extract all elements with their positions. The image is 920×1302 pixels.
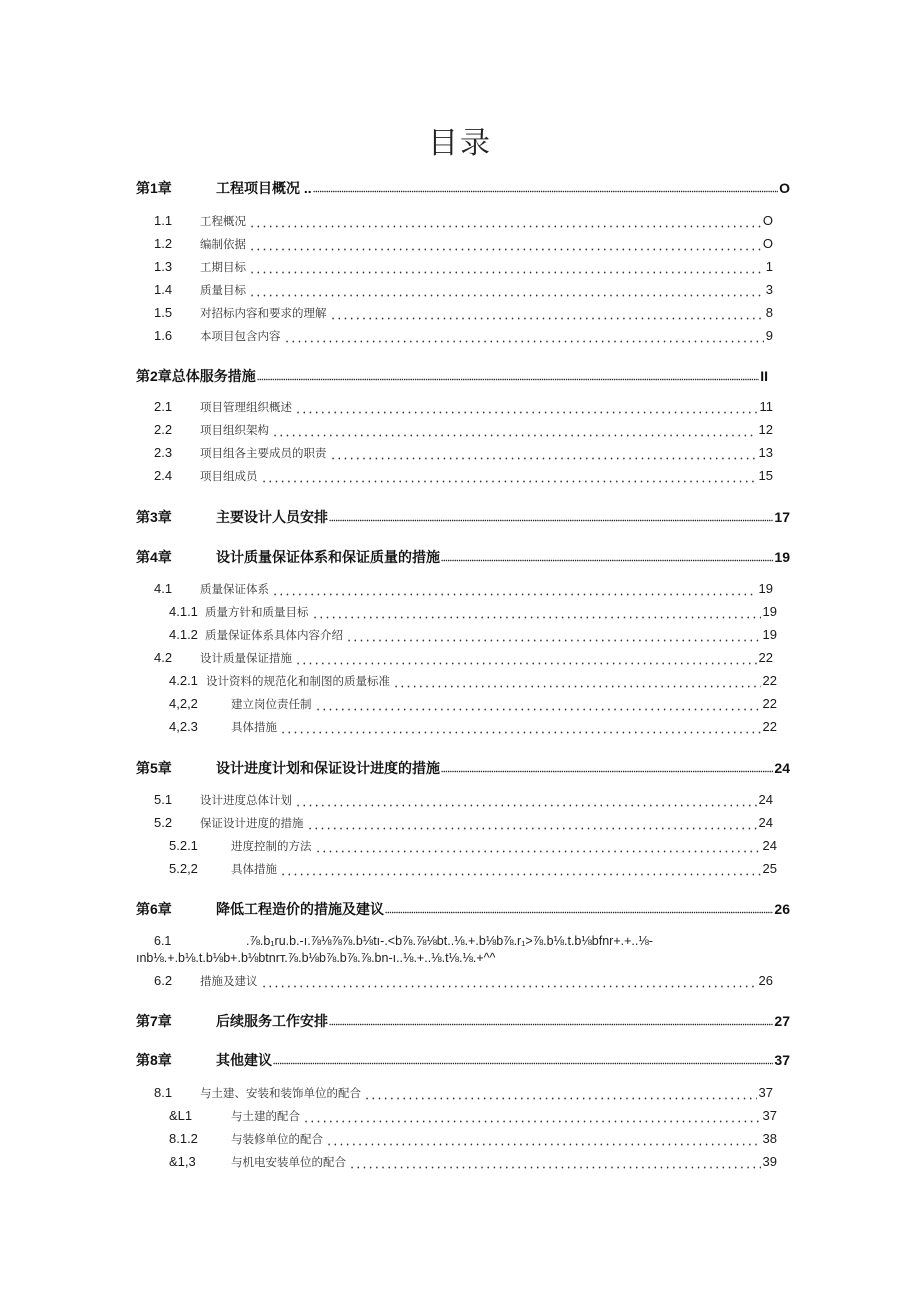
- toc-section-5-1[interactable]: [154, 792, 773, 812]
- dot-leader: [312, 607, 761, 621]
- section-page: 24: [762, 838, 777, 853]
- section-title: 项目组各主要成员的职责: [200, 446, 327, 460]
- dot-leader: [441, 761, 773, 775]
- section-page: 26: [758, 973, 773, 988]
- dot-leader: [330, 308, 764, 322]
- section-title: 项目组织架构: [200, 423, 269, 437]
- dot-leader: [303, 1111, 761, 1125]
- section-title: 与机电安装单位的配合: [231, 1155, 346, 1169]
- section-page: 11: [759, 399, 773, 414]
- chapter-title: 后续服务工作安排: [216, 1013, 328, 1029]
- chapter-label: 第6章: [136, 901, 172, 917]
- chapter-title: 降低工程造价的措施及建议: [216, 901, 384, 917]
- chapter-title: 第2章总体服务措施: [136, 368, 256, 384]
- section-page: 13: [758, 445, 773, 460]
- section-title: 质量保证体系具体内容介绍: [205, 628, 343, 642]
- chapter-label: 第8章: [136, 1052, 172, 1068]
- section-title: 质量保证体系: [200, 582, 269, 596]
- section-number: 1.6: [154, 328, 173, 343]
- dot-leader: [385, 902, 773, 916]
- section-title: 设计进度总体计划: [200, 793, 292, 807]
- dot-leader: [441, 550, 773, 564]
- page-title: 目录: [428, 126, 492, 161]
- dot-leader: [261, 976, 757, 990]
- toc-section-4-2-2[interactable]: [169, 696, 777, 716]
- section-number: 8.1.2: [169, 1131, 198, 1146]
- section-title: 措施及建议: [200, 974, 258, 988]
- section-page: 8: [765, 305, 773, 320]
- toc-section-8-1-1[interactable]: [169, 1108, 777, 1128]
- toc-section-5-2-1[interactable]: [169, 838, 777, 858]
- chapter-title: 主要设计人员安排: [216, 509, 328, 525]
- chapter-page: 17: [774, 509, 790, 525]
- chapter-label: 第3章: [136, 509, 172, 525]
- section-number: 4,2,2: [169, 696, 198, 711]
- section-number: 6.1: [154, 934, 172, 948]
- section-number: 1.3: [154, 259, 173, 274]
- section-title: 工程概况: [200, 214, 246, 228]
- toc-section-5-2-2[interactable]: [169, 861, 777, 881]
- section-number: &1,3: [169, 1154, 196, 1169]
- section-page: 37: [758, 1085, 773, 1100]
- chapter-page: II: [760, 368, 768, 384]
- dot-leader: [295, 795, 757, 809]
- dot-leader: [257, 369, 759, 383]
- toc-section-2-4[interactable]: [154, 468, 773, 488]
- section-number: 1.5: [154, 305, 173, 320]
- dot-leader: [326, 1134, 761, 1148]
- dot-leader: [307, 818, 757, 832]
- toc-chapter-1[interactable]: [136, 178, 790, 198]
- dot-leader: [272, 425, 757, 439]
- section-number: 4.2: [154, 650, 173, 665]
- dot-leader: [295, 402, 758, 416]
- section-title: 项目组成员: [200, 469, 258, 483]
- section-title: 具体措施: [231, 862, 277, 876]
- toc-chapter-6[interactable]: [136, 899, 790, 919]
- toc-chapter-2[interactable]: [136, 366, 768, 386]
- toc-chapter-8[interactable]: [136, 1050, 790, 1070]
- toc-section-4-1-1[interactable]: [169, 604, 777, 624]
- toc-section-4-1[interactable]: [154, 581, 773, 601]
- section-page: 24: [758, 792, 773, 807]
- section-page: 15: [758, 468, 773, 483]
- toc-section-1-6[interactable]: [154, 328, 773, 348]
- section-number: 6.2: [154, 973, 173, 988]
- toc-section-1-4[interactable]: [154, 282, 773, 302]
- section-title: 进度控制的方法: [231, 839, 312, 853]
- section-page: 3: [765, 282, 773, 297]
- section-number: 4,2.3: [169, 719, 198, 734]
- section-page: 22: [762, 673, 777, 688]
- toc-section-4-2-1[interactable]: [169, 673, 777, 693]
- section-title: 工期目标: [200, 260, 246, 274]
- toc-section-6-2[interactable]: [154, 973, 773, 993]
- dot-leader: [349, 1157, 761, 1171]
- chapter-label: 第7章: [136, 1013, 172, 1029]
- dot-leader: [295, 653, 757, 667]
- section-page: 24: [758, 815, 773, 830]
- dot-leader: [315, 841, 761, 855]
- chapter-page: O: [779, 180, 790, 196]
- chapter-page: 24: [774, 760, 790, 776]
- section-page: O: [762, 236, 773, 251]
- section-title: 编制依据: [200, 237, 246, 251]
- chapter-page: 37: [774, 1052, 790, 1068]
- section-page: 19: [762, 604, 777, 619]
- section-title: 建立岗位责任制: [231, 697, 312, 711]
- toc-section-2-2[interactable]: [154, 422, 773, 442]
- section-number: 5.1: [154, 792, 173, 807]
- section-title: 与土建的配合: [231, 1109, 300, 1123]
- section-title: 保证设计进度的措施: [200, 816, 304, 830]
- toc-chapter-3[interactable]: [136, 507, 790, 527]
- garbled-line: .⅞.b₁ru.b.-ı.⅞⅛⅞⅞.b⅛tı-.<b⅞.⅞⅛bt..⅛.+.b⅛b⅞.r₁>⅞.b⅛.t.b⅛bfnr+.+..⅛-: [246, 934, 653, 948]
- section-number: 2.1: [154, 399, 173, 414]
- section-title: 设计质量保证措施: [200, 651, 292, 665]
- toc-chapter-5[interactable]: [136, 758, 790, 778]
- section-number: 5.2,2: [169, 861, 198, 876]
- section-page: 38: [762, 1131, 777, 1146]
- section-page: 37: [762, 1108, 777, 1123]
- section-number: 1.4: [154, 282, 173, 297]
- dot-leader: [313, 181, 778, 195]
- chapter-title: 设计进度计划和保证设计进度的措施: [216, 760, 440, 776]
- garbled-line: ınb⅛.+.b⅛.t.b⅛b+.b⅛btnrт.⅞.b⅛b⅞.b⅞.⅞.bn-ı..⅛.+..⅛.t⅛.⅛.+^^: [136, 951, 496, 965]
- section-number: 2.3: [154, 445, 173, 460]
- section-page: 22: [758, 650, 773, 665]
- section-number: 2.2: [154, 422, 173, 437]
- toc-section-2-3[interactable]: [154, 445, 773, 465]
- section-title: 与装修单位的配合: [231, 1132, 323, 1146]
- section-title: 具体措施: [231, 720, 277, 734]
- dot-leader: [330, 448, 757, 462]
- section-title: 质量方针和质量目标: [205, 605, 309, 619]
- dot-leader: [315, 699, 761, 713]
- dot-leader: [249, 262, 764, 276]
- section-page: 22: [762, 719, 777, 734]
- dot-leader: [280, 722, 761, 736]
- section-page: O: [762, 213, 773, 228]
- chapter-page: 26: [774, 901, 790, 917]
- toc-section-2-1[interactable]: [154, 399, 773, 419]
- chapter-title: 其他建议: [216, 1052, 272, 1068]
- dot-leader: [329, 1014, 773, 1028]
- section-number: 2.4: [154, 468, 173, 483]
- dot-leader: [261, 471, 757, 485]
- section-page: 25: [762, 861, 777, 876]
- chapter-label: 第4章: [136, 549, 172, 565]
- chapter-title: 工程项目概况 ..: [216, 180, 312, 196]
- dot-leader: [280, 864, 761, 878]
- section-number: 8.1: [154, 1085, 173, 1100]
- dot-leader: [249, 285, 764, 299]
- section-number: 4.1: [154, 581, 173, 596]
- toc-section-1-2[interactable]: [154, 236, 773, 256]
- chapter-label: 第1章: [136, 180, 172, 196]
- section-number: 5.2.1: [169, 838, 198, 853]
- dot-leader: [272, 584, 757, 598]
- toc-section-5-2[interactable]: [154, 815, 773, 835]
- section-title: 对招标内容和要求的理解: [200, 306, 327, 320]
- section-number: 4.1.2: [169, 627, 198, 642]
- toc-section-4-1-2[interactable]: [169, 627, 777, 647]
- section-title: 本项目包含内容: [200, 329, 281, 343]
- dot-leader: [249, 216, 761, 230]
- section-number: 4.2.1: [169, 673, 198, 688]
- chapter-page: 19: [774, 549, 790, 565]
- toc-section-1-1[interactable]: [154, 213, 773, 233]
- dot-leader: [329, 510, 773, 524]
- dot-leader: [393, 676, 761, 690]
- toc-section-8-1[interactable]: [154, 1085, 773, 1105]
- section-number: 1.2: [154, 236, 173, 251]
- section-number: 4.1.1: [169, 604, 198, 619]
- dot-leader: [284, 331, 764, 345]
- section-number: 1.1: [154, 213, 173, 228]
- section-page: 19: [758, 581, 773, 596]
- chapter-label: 第5章: [136, 760, 172, 776]
- dot-leader: [364, 1088, 757, 1102]
- section-page: 1: [765, 259, 773, 274]
- section-title: 设计资料的规范化和制图的质量标准: [206, 674, 390, 688]
- dot-leader: [346, 630, 761, 644]
- toc-section-1-5[interactable]: [154, 305, 773, 325]
- chapter-title: 设计质量保证体系和保证质量的措施: [216, 549, 440, 565]
- toc-section-4-2-3[interactable]: [169, 719, 777, 739]
- toc-section-4-2[interactable]: [154, 650, 773, 670]
- dot-leader: [273, 1053, 773, 1067]
- section-page: 12: [758, 422, 773, 437]
- section-title: 与土建、安装和装饰单位的配合: [200, 1086, 361, 1100]
- toc-section-8-1-2[interactable]: [169, 1131, 777, 1151]
- section-page: 39: [762, 1154, 777, 1169]
- section-title: 项目管理组织概述: [200, 400, 292, 414]
- section-title: 质量目标: [200, 283, 246, 297]
- section-number: &L1: [169, 1108, 193, 1123]
- toc-section-1-3[interactable]: [154, 259, 773, 279]
- toc-chapter-4[interactable]: [136, 547, 790, 567]
- dot-leader: [249, 239, 761, 253]
- toc-chapter-7[interactable]: [136, 1011, 790, 1031]
- section-number: 5.2: [154, 815, 173, 830]
- section-page: 9: [765, 328, 773, 343]
- section-page: 22: [762, 696, 777, 711]
- chapter-page: 27: [774, 1013, 790, 1029]
- toc-section-8-1-3[interactable]: [169, 1154, 777, 1174]
- section-page: 19: [762, 627, 777, 642]
